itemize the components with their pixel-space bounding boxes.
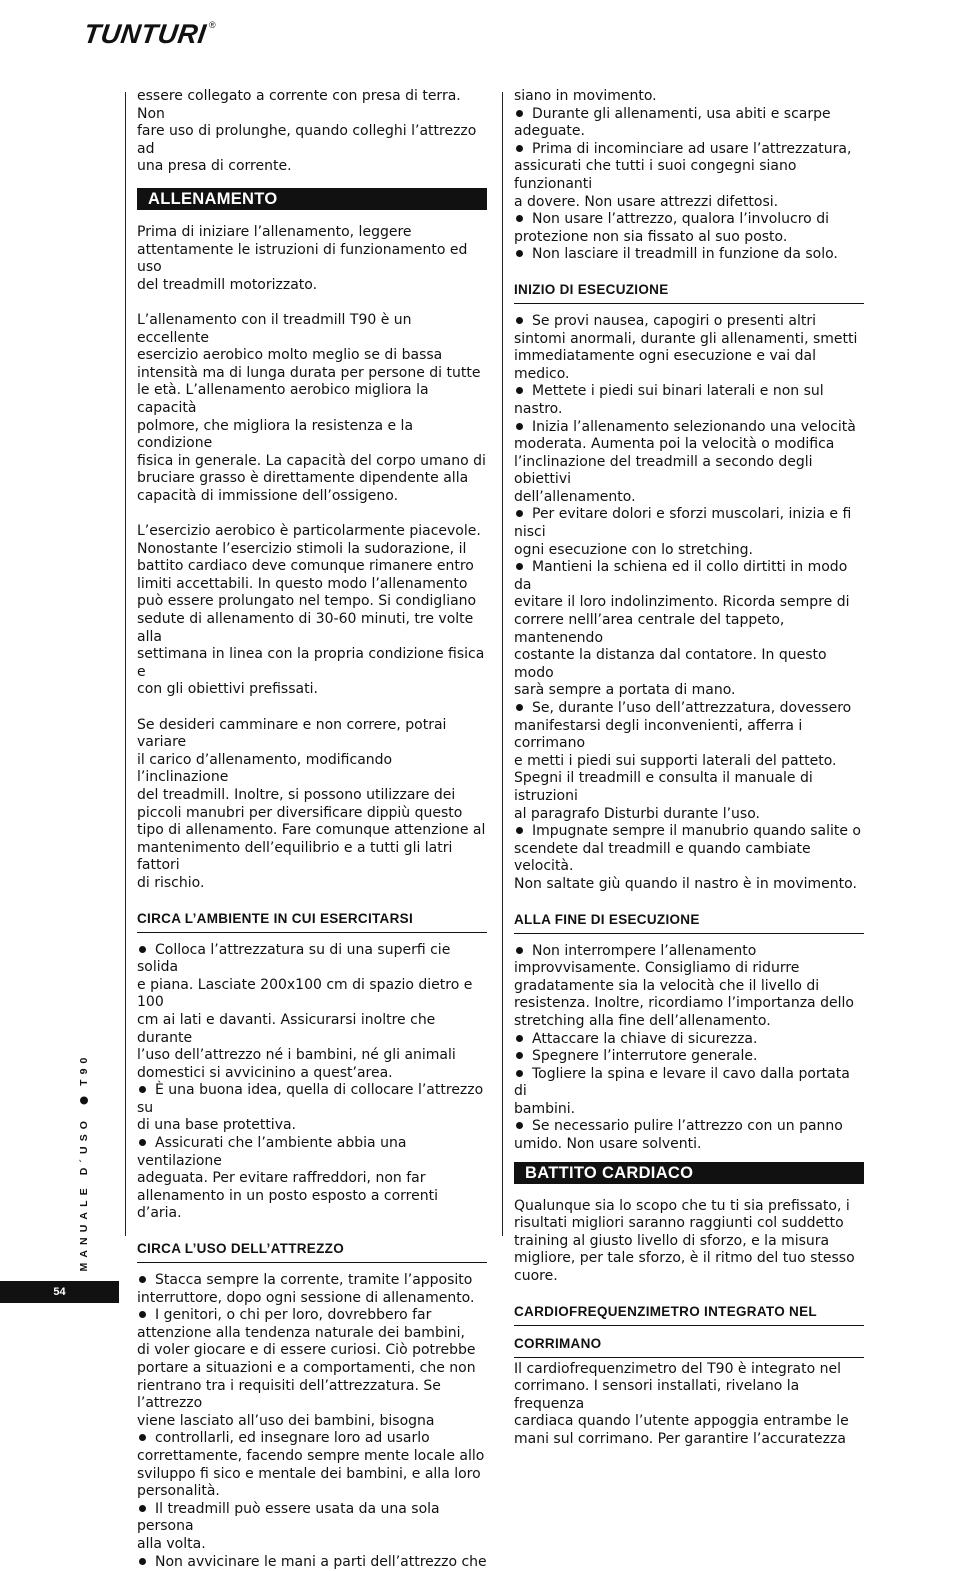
line-text: dell’allenamento. (514, 488, 636, 505)
line-text: interruttore, dopo ogni sessione di allenamento. (137, 1289, 475, 1306)
line-text: allenamento in un posto esposto a correnti d’aria. (137, 1187, 438, 1222)
bullet-icon (139, 1505, 146, 1512)
bullet-icon (516, 387, 523, 394)
text-line (137, 1188, 487, 1223)
line-text: Non interrompere l’allenamento (532, 942, 757, 959)
text-line (514, 123, 864, 141)
bullet-item (137, 942, 487, 977)
text-line (137, 1483, 487, 1501)
bullet-item (137, 1135, 487, 1170)
registered-mark: ® (208, 20, 216, 30)
brand-name: TUNTURI (81, 19, 209, 49)
line-text: Il treadmill può essere usata da una sola persona (137, 1500, 440, 1535)
line-text: a dovere. Non usare attrezzi difettosi. (514, 193, 779, 210)
text-line: settimana in linea con la propria condizione fisica e (137, 646, 485, 680)
bullet-list-uso (137, 1272, 487, 1571)
text-line: Nonostante l’esercizio stimoli la sudorazione, il (137, 540, 467, 557)
line-text: viene lasciato all’uso dei bambini, bisogna (137, 1412, 435, 1429)
text-line (514, 1013, 864, 1031)
bullet-item (514, 246, 864, 264)
text-line (514, 978, 864, 996)
bullet-item (137, 1082, 487, 1117)
manual-label: MANUALE D´USO (78, 1115, 90, 1272)
section-heading-battito: BATTITO CARDIACO (514, 1162, 864, 1184)
text-line (137, 1342, 487, 1360)
text-line (137, 1012, 487, 1047)
text-line (137, 1448, 487, 1466)
subheading-ambiente: CIRCA L’AMBIENTE IN CUI ESERCITARSI (137, 910, 487, 933)
text-line (137, 977, 487, 1012)
text-line: di rischio. (137, 874, 205, 891)
text-line: esercizio aerobico molto meglio se di bassa (137, 347, 443, 364)
text-line (514, 229, 864, 247)
left-column (137, 88, 487, 1571)
line-text: Spegni il treadmill e consulta il manuale di istruzioni (514, 770, 813, 804)
line-text: sviluppo fi sico e mentale dei bambini, e alla loro (137, 1465, 481, 1482)
bullet-item (514, 1031, 864, 1049)
bullet-icon (516, 1035, 523, 1042)
text-line: limiti accettabili. In questo modo l’allenamento (137, 575, 468, 592)
text-line (514, 88, 864, 106)
line-text: controllarli, ed insegnare loro ad usarlo (155, 1430, 430, 1447)
side-label (58, 1052, 110, 1272)
bullet-icon (516, 947, 523, 954)
bullet-item (514, 943, 864, 961)
text-line (514, 682, 864, 700)
subheading-inizio: INIZIO DI ESECUZIONE (514, 281, 864, 304)
line-text: Non usare l’attrezzo, qualora l’involucro di (532, 211, 829, 228)
line-text: assicurati che tutti i suoi congegni siano funzionanti (514, 158, 797, 192)
line-text: gradatamente sia la velocità che il livello di (514, 977, 820, 994)
text-line (137, 1325, 487, 1343)
bullet-icon (80, 1097, 88, 1105)
bullet-icon (516, 1052, 523, 1059)
bullet-list-fine (514, 943, 864, 1154)
text-line (514, 753, 864, 771)
text-line: fisica in generale. La capacità del corpo umano di (137, 452, 486, 469)
line-text: Prima di incominciare ad usare l’attrezzatura, (532, 140, 852, 157)
line-text: resistenza. Inoltre, ricordiamo l’importanza dello (514, 995, 854, 1012)
line-text: adeguata. Per evitare raffreddori, non far (137, 1170, 426, 1187)
line-text: correttamente, facendo sempre mente locale allo (137, 1447, 485, 1464)
line-text: stretching alla fine dell’allenamento. (514, 1012, 771, 1029)
bullet-item (137, 1272, 487, 1290)
text-line (514, 594, 864, 612)
bullet-icon (516, 423, 523, 430)
bullet-item (137, 1307, 487, 1325)
text-line: del treadmill motorizzato. (137, 276, 318, 293)
paragraph (137, 717, 487, 893)
line-text: Colloca l’attrezzatura su di una superfi cie solida (137, 941, 451, 976)
line-text: evitare il loro indolinzimento. Ricorda sempre di (514, 594, 850, 611)
subheading-cardio-corrimano: CORRIMANO (514, 1335, 864, 1358)
line-text: l’inclinazione del treadmill a secondo degli obiettivi (514, 453, 813, 488)
text-line: con gli obiettivi prefissati. (137, 681, 318, 698)
bullet-icon (516, 110, 523, 117)
line-text: correre nelll’area centrale del tappeto, mantenendo (514, 612, 785, 646)
text-line: L’esercizio aerobico è particolarmente piacevole. (137, 523, 481, 540)
text-line: il carico d’allenamento, modificando l’inclinazione (137, 751, 393, 786)
text-line: training al giusto livello di sforzo, e la misura (514, 1232, 830, 1249)
text-line (137, 1466, 487, 1484)
line-text: I genitori, o chi per loro, dovrebbero far (155, 1307, 432, 1324)
bullet-item (514, 106, 864, 124)
bullet-item (514, 1048, 864, 1066)
intro-text (137, 88, 487, 176)
bullet-icon (516, 250, 523, 257)
line-text: cm ai lati e davanti. Assicurarsi inoltre che durante (137, 1011, 436, 1046)
text-line (514, 1101, 864, 1119)
text-line: Il cardiofrequenzimetro del T90 è integrato nel (514, 1360, 841, 1377)
bullet-icon (516, 215, 523, 222)
bullet-icon (139, 946, 146, 953)
text-line (137, 1536, 487, 1554)
line-text: siano in movimento. (514, 88, 657, 104)
line-text: Se, durante l’uso dell’attrezzatura, dovessero (532, 700, 852, 716)
line-text: rientrano tra i requisiti dell’attrezzatura. Se l’attrezzo (137, 1377, 441, 1412)
text-line: Qualunque sia lo scopo che tu ti sia prefissato, i (514, 1197, 850, 1214)
text-line (137, 1413, 487, 1431)
line-text: Attaccare la chiave di sicurezza. (532, 1030, 758, 1047)
line-text: Mettete i piedi sui binari laterali e non sul nastro. (514, 383, 824, 417)
text-line: fare uso di prolunghe, quando colleghi l’attrezzo ad (137, 123, 477, 157)
text-line (137, 1290, 487, 1308)
text-line (514, 876, 864, 894)
text-line (514, 542, 864, 560)
bullet-item (514, 1066, 864, 1101)
line-text: Mantieni la schiena ed il collo dirtitti in modo da (514, 559, 848, 593)
text-line (514, 489, 864, 507)
line-text: protezione non sia fissato al suo posto. (514, 228, 788, 245)
bullet-icon (516, 317, 523, 324)
text-line: cardiaca quando l’utente appoggia entrambe le (514, 1413, 849, 1430)
text-line (514, 770, 864, 805)
bullet-list-continued (514, 88, 864, 264)
paragraph (137, 312, 487, 506)
text-line: Prima di iniziare l’allenamento, leggere (137, 223, 412, 240)
bullet-item (514, 1118, 864, 1136)
text-line (137, 1360, 487, 1378)
line-text: umido. Non usare solventi. (514, 1136, 702, 1153)
line-text: alla volta. (137, 1535, 206, 1552)
bullet-icon (139, 1276, 146, 1283)
text-line: del treadmill. Inoltre, si possono utilizzare dei (137, 786, 456, 803)
text-line: bruciare grasso è direttamente dipendente alla (137, 470, 469, 487)
model-label: T90 (78, 1052, 90, 1086)
line-text: bambini. (514, 1100, 576, 1117)
line-text: Per evitare dolori e sforzi muscolari, inizia e fi nisci (514, 506, 852, 541)
bullet-icon (139, 1139, 146, 1146)
text-line (137, 1378, 487, 1413)
right-column (514, 88, 864, 1449)
text-line: le età. L’allenamento aerobico migliora la capacità (137, 382, 429, 416)
text-line: risultati migliori saranno raggiunti col suddetto (514, 1215, 844, 1232)
text-line: capacità di immissione dell’ossigeno. (137, 487, 399, 504)
text-line (137, 1047, 487, 1065)
text-line: mani sul corrimano. Per garantire l’accuratezza (514, 1431, 846, 1447)
bullet-icon (139, 1086, 146, 1093)
line-text: Stacca sempre la corrente, tramite l’apposito (155, 1272, 473, 1289)
text-line: una presa di corrente. (137, 158, 292, 175)
text-line (137, 1065, 487, 1083)
bullet-icon (516, 1122, 523, 1129)
text-line: battito cardiaco deve comunque rimanere entro (137, 558, 474, 575)
text-line (514, 718, 864, 753)
text-line (514, 960, 864, 978)
line-text: sarà sempre a portata di mano. (514, 682, 736, 699)
bullet-item (514, 700, 864, 718)
text-line: migliore, per tale sforzo, è il ritmo del tuo stesso (514, 1250, 855, 1267)
line-text: e metti i piedi sui supporti laterali del patteto. (514, 752, 837, 769)
bullet-item (514, 211, 864, 229)
text-line: piccoli manubri per diversificare dippiù questo (137, 804, 463, 821)
line-text: Assicurati che l’ambiente abbia una ventilazione (137, 1135, 407, 1169)
line-text: di voler giocare e di essere curiosi. Ciò potrebbe (137, 1342, 476, 1359)
bullet-icon (516, 827, 523, 834)
subheading-fine: ALLA FINE DI ESECUZIONE (514, 911, 864, 934)
text-line: L’allenamento con il treadmill T90 è un eccellente (137, 311, 412, 346)
line-text: manifestarsi degli inconvenienti, afferra i corrimano (514, 717, 803, 752)
line-text: Se provi nausea, capogiri o presenti altri (532, 312, 816, 329)
line-text: improvvisamente. Consigliamo di ridurre (514, 960, 800, 977)
line-text: Non saltate giù quando il nastro è in movimento. (514, 875, 857, 892)
text-line (137, 1170, 487, 1188)
text-line: sedute di allenamento di 30-60 minuti, tre volte alla (137, 611, 474, 645)
paragraph (514, 1198, 864, 1286)
bullet-item (514, 313, 864, 331)
section-heading-allenamento: ALLENAMENTO (137, 188, 487, 210)
text-line: attentamente le istruzioni di funzionamento ed uso (137, 241, 468, 276)
line-text: portare a situazioni e a comportamenti, che non (137, 1360, 476, 1376)
left-column-rule (125, 92, 126, 1236)
line-text: Spegnere l’interrutore generale. (532, 1048, 758, 1065)
subheading-cardio: CARDIOFREQUENZIMETRO INTEGRATO NEL (514, 1303, 864, 1326)
line-text: immediatamente ogni esecuzione e vai dal medico. (514, 348, 816, 382)
text-line: polmore, che migliora la resistenza e la condizione (137, 417, 414, 452)
bullet-icon (516, 563, 523, 570)
bullet-item (514, 823, 864, 841)
page-number: 54 (0, 1281, 119, 1303)
line-text: costante la distanza dal contatore. In questo modo (514, 647, 827, 681)
bullet-icon (516, 704, 523, 711)
line-text: ogni esecuzione con lo stretching. (514, 541, 753, 558)
bullet-item (514, 383, 864, 418)
text-line: tipo di allenamento. Fare comunque attenzione al (137, 822, 486, 839)
paragraph (137, 523, 487, 699)
text-line (514, 158, 864, 193)
text-line: intensità ma di lunga durata per persone di tutte (137, 364, 481, 381)
paragraph (137, 224, 487, 294)
bullet-icon (516, 145, 523, 152)
line-text: Non lasciare il treadmill in funzione da solo. (532, 246, 838, 263)
text-line (514, 806, 864, 824)
text-line (514, 612, 864, 647)
text-line: corrimano. I sensori installati, rivelano la frequenza (514, 1378, 800, 1412)
line-text: Durante gli allenamenti, usa abiti e scarpe (532, 105, 831, 122)
line-text: Se necessario pulire l’attrezzo con un panno (532, 1118, 843, 1135)
text-line: può essere prolungato nel tempo. Si condigliano (137, 593, 477, 610)
subheading-uso: CIRCA L’USO DELL’ATTREZZO (137, 1240, 487, 1263)
text-line (514, 331, 864, 349)
line-text: di una base protettiva. (137, 1117, 297, 1134)
line-text: moderata. Aumenta poi la velocità o modifica (514, 436, 835, 453)
line-text: e piana. Lasciate 200x100 cm di spazio dietro e 100 (137, 976, 473, 1011)
bullet-icon (139, 1558, 146, 1565)
line-text: Togliere la spina e levare il cavo dalla portata di (514, 1065, 850, 1100)
bullet-list-inizio (514, 313, 864, 894)
line-text: attenzione alla tendenza naturale dei bambini, (137, 1324, 465, 1341)
line-text: personalità. (137, 1483, 220, 1500)
brand-logo (81, 18, 216, 50)
text-line (514, 454, 864, 489)
bullet-item (514, 559, 864, 594)
text-line (514, 995, 864, 1013)
line-text: Non avvicinare le mani a parti dell’attrezzo che (155, 1553, 487, 1570)
bullet-item (514, 419, 864, 437)
text-line: cuore. (514, 1268, 558, 1285)
line-text: al paragrafo Disturbi durante l’uso. (514, 805, 760, 822)
text-line (514, 647, 864, 682)
bullet-icon (139, 1311, 146, 1318)
text-line (514, 841, 864, 876)
text-line: Se desideri camminare e non correre, potrai variare (137, 716, 447, 751)
line-text: l’uso dell’attrezzo né i bambini, né gli animali (137, 1047, 456, 1064)
bullet-icon (516, 510, 523, 517)
line-text: È una buona idea, quella di collocare l’attrezzo su (137, 1082, 484, 1116)
bullet-item (514, 141, 864, 159)
bullet-item (137, 1430, 487, 1448)
paragraph (514, 1361, 864, 1449)
text-line (137, 1117, 487, 1135)
text-line: mantenimento dell’equilibrio e a tutti gli latri fattori (137, 839, 453, 874)
bullet-item (137, 1554, 487, 1571)
text-line (514, 348, 864, 383)
bullet-item (514, 506, 864, 541)
line-text: Inizia l’allenamento selezionando una velocità (532, 418, 856, 435)
text-line: essere collegato a corrente con presa di terra. Non (137, 88, 461, 122)
bullet-item (137, 1501, 487, 1536)
bullet-icon (139, 1434, 146, 1441)
line-text: domestici si avvicinino a quest’area. (137, 1064, 393, 1081)
line-text: sintomi anormali, durante gli allenamenti, smetti (514, 330, 858, 347)
right-column-rule (502, 92, 503, 1236)
text-line (514, 436, 864, 454)
line-text: Impugnate sempre il manubrio quando salite o (532, 823, 861, 840)
bullet-icon (516, 1070, 523, 1077)
text-line (514, 194, 864, 212)
line-text: adeguate. (514, 123, 585, 140)
line-text: scendete dal treadmill e quando cambiate velocità. (514, 840, 811, 875)
text-line (514, 1136, 864, 1154)
bullet-list-ambiente (137, 942, 487, 1224)
